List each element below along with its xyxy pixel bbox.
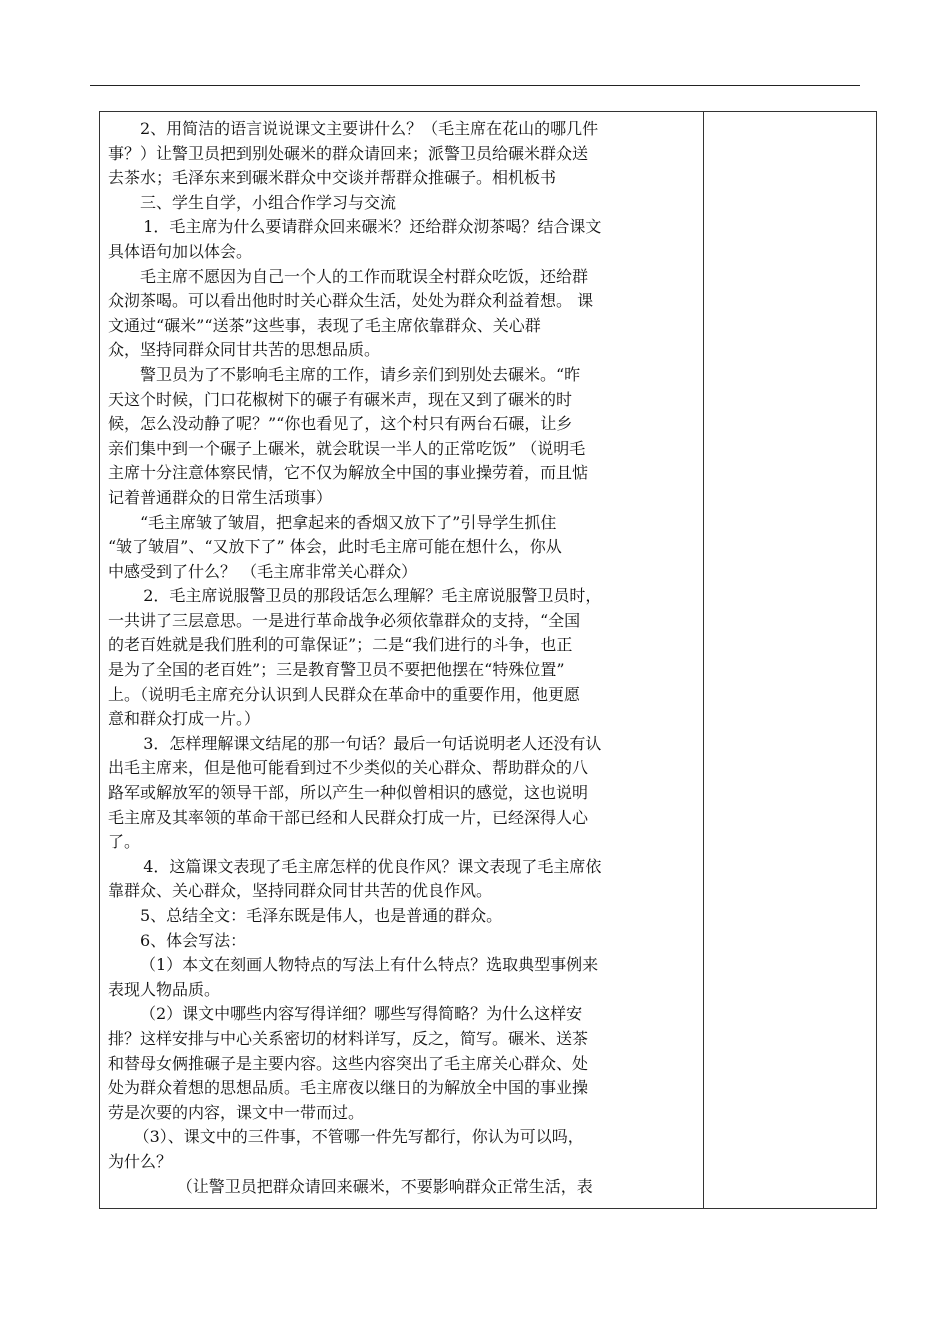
text-line: 路军或解放军的领导干部，所以产生一种似曾相识的感觉，这也说明 bbox=[108, 783, 589, 803]
paragraph bbox=[108, 1175, 697, 1200]
paragraph bbox=[108, 732, 697, 855]
text-line: （1）本文在刻画人物特点的写法上有什么特点？选取典型事例来 bbox=[140, 955, 599, 975]
text-line: 是为了全国的老百姓”；三是教育警卫员不要把他摆在“特殊位置” bbox=[108, 660, 565, 680]
text-line: 毛主席及其率领的革命干部已经和人民群众打成一片，已经深得人心 bbox=[108, 807, 589, 827]
text-line: 意和群众打成一片。） bbox=[108, 709, 261, 729]
text-line: 表现人物品质。 bbox=[108, 979, 221, 999]
text-line: 劳是次要的内容，课文中一带而过。 bbox=[108, 1102, 365, 1122]
text-line: 天这个时候，门口花椒树下的碾子有碾米声，现在又到了碾米的时 bbox=[108, 389, 573, 409]
paragraph bbox=[108, 363, 697, 511]
text-line: 出毛主席来，但是他可能看到过不少类似的关心群众、帮助群众的八 bbox=[108, 758, 589, 778]
paragraph bbox=[108, 929, 697, 954]
text-line: 3．怎样理解课文结尾的那一句话？最后一句话说明老人还没有认 bbox=[143, 733, 602, 753]
text-line: 中感受到了什么？ （毛主席非常关心群众） bbox=[108, 561, 418, 581]
paragraph bbox=[108, 265, 697, 363]
paragraph bbox=[108, 215, 697, 264]
text-line: （3）、课文中的三件事，不管哪一件先写都行，你认为可以吗， bbox=[133, 1127, 584, 1147]
text-line: 处为群众着想的思想品质。毛主席夜以继日的为解放全中国的事业操 bbox=[108, 1078, 589, 1098]
text-line: 5、总结全文：毛泽东既是伟人，也是普通的群众。 bbox=[140, 906, 503, 925]
text-line: 为什么？ bbox=[108, 1151, 173, 1171]
text-line: 去茶水；毛泽东来到碾米群众中交谈并帮群众推碾子。相机板书 bbox=[108, 168, 557, 188]
text-line: 2、用简洁的语言说说课文主要讲什么？（毛主席在花山的哪几件 bbox=[140, 119, 599, 138]
text-line: 了。 bbox=[108, 832, 141, 852]
text-line: 和替母女俩推碾子是主要内容。这些内容突出了毛主席关心群众、处 bbox=[108, 1053, 589, 1073]
paragraph bbox=[108, 584, 697, 732]
text-line: 警卫员为了不影响毛主席的工作，请乡亲们到别处去碾米。“昨 bbox=[140, 364, 581, 384]
text-line: 记着普通群众的日常生活琐事） bbox=[108, 487, 333, 507]
lesson-table bbox=[99, 111, 877, 1209]
text-line: “毛主席皱了皱眉，把拿起来的香烟又放下了”引导学生抓住 bbox=[140, 512, 557, 532]
text-line: 6、体会写法： bbox=[140, 930, 247, 950]
text-line: 亲们集中到一个碾子上碾米，就会耽误一半人的正常吃饭” （说明毛 bbox=[108, 438, 586, 458]
text-line: “皱了皱眉”、“又放下了” 体会，此时毛主席可能在想什么，你从 bbox=[108, 537, 562, 557]
text-line: 4．这篇课文表现了毛主席怎样的优良作风？课文表现了毛主席依 bbox=[143, 856, 602, 876]
paragraph bbox=[108, 117, 697, 191]
text-line: （2）课文中哪些内容写得详细？哪些写得简略？为什么这样安 bbox=[140, 1004, 583, 1024]
text-line: 上。（说明毛主席充分认识到人民群众在革命中的重要作用，他更愿 bbox=[108, 684, 581, 704]
text-line: （让警卫员把群众请回来碾米，不要影响群众正常生活，表 bbox=[176, 1176, 593, 1196]
text-line: 的老百姓就是我们胜利的可靠保证”；二是“我们进行的斗争，也正 bbox=[108, 635, 573, 655]
text-line: 毛主席不愿因为自己一个人的工作而耽误全村群众吃饭，还给群 bbox=[140, 266, 589, 286]
text-line: 众，坚持同群众同甘共苦的思想品质。 bbox=[108, 340, 381, 360]
text-line: 主席十分注意体察民情，它不仅为解放全中国的事业操劳着，而且惦 bbox=[108, 463, 589, 483]
text-line: 2．毛主席说服警卫员的那段话怎么理解？毛主席说服警卫员时， bbox=[143, 586, 602, 606]
text-line: 一共讲了三层意思。一是进行革命战争必须依靠群众的支持，“全国 bbox=[108, 610, 581, 630]
text-line: 文通过“碾米”“送茶”这些事，表现了毛主席依靠群众、关心群 bbox=[108, 315, 541, 335]
paragraph bbox=[108, 191, 697, 216]
header-rule bbox=[90, 85, 860, 86]
text-line: 事？）让警卫员把到别处碾米的群众请回来；派警卫员给碾米群众送 bbox=[108, 143, 589, 163]
text-line: 具体语句加以体会。 bbox=[108, 241, 253, 261]
paragraph bbox=[108, 1125, 697, 1174]
text-line: 1．毛主席为什么要请群众回来碾米？还给群众沏茶喝？结合课文 bbox=[143, 217, 602, 237]
column-divider bbox=[703, 112, 704, 1208]
text-line: 众沏茶喝。可以看出他时时关心群众生活，处处为群众利益着想。 课 bbox=[108, 291, 594, 311]
paragraph bbox=[108, 1002, 697, 1125]
paragraph bbox=[108, 855, 697, 904]
lesson-content-cell bbox=[108, 117, 697, 1199]
text-line: 排？这样安排与中心关系密切的材料详写，反之，简写。碾米、送茶 bbox=[108, 1028, 589, 1048]
text-line: 靠群众、关心群众，坚持同群众同甘共苦的优良作风。 bbox=[108, 881, 493, 901]
text-line: 三、学生自学，小组合作学习与交流 bbox=[140, 192, 397, 212]
paragraph bbox=[108, 953, 697, 1002]
paragraph bbox=[108, 511, 697, 585]
text-line: 候，怎么没动静了呢？”“你也看见了，这个村只有两台石碾，让乡 bbox=[108, 414, 573, 434]
paragraph bbox=[108, 904, 697, 929]
